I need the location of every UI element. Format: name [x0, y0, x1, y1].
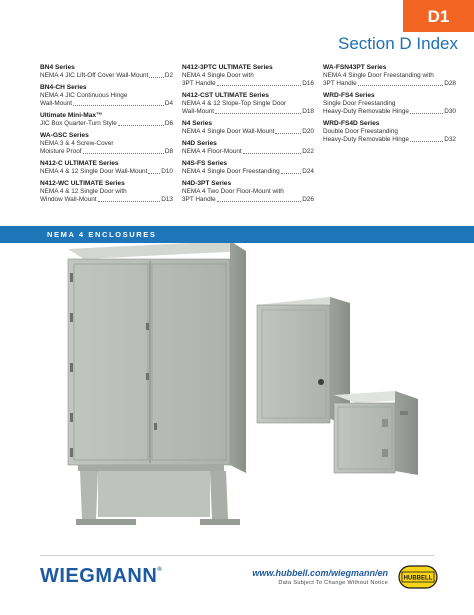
index-entry-line — [182, 100, 314, 108]
index-page-number: D28 — [444, 80, 456, 87]
index-entry-desc: NEMA 4 Single Door with — [182, 72, 254, 79]
index-column-1 — [40, 64, 173, 208]
index-page-number: D4 — [164, 100, 173, 107]
index-entry-title: N4 Series — [182, 120, 213, 127]
index-page-number: D8 — [164, 148, 173, 155]
index-entry-title: N412-C ULTIMATE Series — [40, 160, 119, 167]
index-entry-title: WA-FSN43PT Series — [323, 64, 387, 71]
footer-disclaimer: Data Subject To Change Without Notice — [278, 580, 388, 586]
index-page-number: D16 — [302, 80, 314, 87]
index-entry-title: BN4 Series — [40, 64, 75, 71]
index-entry-title: N412-CST ULTIMATE Series — [182, 92, 269, 99]
footer-rule — [40, 555, 434, 556]
index-entry-line — [40, 92, 173, 100]
index-entry-desc: Wall-Mount — [182, 108, 215, 115]
index-entry — [40, 84, 173, 108]
index-entry-desc: NEMA 4 & 12 Single Door with — [40, 188, 127, 195]
section-banner: NEMA 4 ENCLOSURES — [0, 226, 474, 243]
index-entry-desc: Moisture Proof — [40, 148, 82, 155]
index-entry-line — [323, 108, 456, 116]
two-door-floor-enclosure — [68, 243, 246, 525]
index-entry-line — [323, 72, 456, 80]
index-entry-line — [323, 80, 456, 88]
index-page-number: D32 — [444, 136, 456, 143]
index-entry-desc: NEMA 4 & 12 Single Door Wall-Mount — [40, 168, 148, 175]
index-entry-desc: NEMA 3 & 4 Screw-Cover — [40, 140, 114, 147]
index-page-number: D24 — [302, 168, 314, 175]
index-entry — [323, 92, 456, 116]
index-entry — [40, 180, 173, 204]
index-page-number: D10 — [161, 168, 173, 175]
index-entry-line — [40, 196, 173, 204]
index-entry-desc: NEMA 4 Two Door Floor-Mount with — [182, 188, 284, 195]
index-entry — [40, 112, 173, 128]
small-enclosure — [334, 391, 418, 475]
leader-dots — [243, 153, 302, 154]
index-entry-title: N412-3PTC ULTIMATE Series — [182, 64, 273, 71]
index-page-number: D22 — [302, 148, 314, 155]
index-entry-line — [323, 100, 456, 108]
index-entry-title: WRD-FS4 Series — [323, 92, 375, 99]
leader-dots — [73, 105, 164, 106]
index-column-3 — [323, 64, 456, 148]
index-entry — [40, 132, 173, 156]
index-entry-desc: JIC Box Quarter-Turn Style — [40, 120, 117, 127]
index-entry-line — [182, 148, 314, 156]
index-entry — [182, 92, 314, 116]
leader-dots — [83, 153, 164, 154]
index-entry-desc: Window Wall-Mount — [40, 196, 97, 203]
leader-dots — [358, 85, 444, 86]
index-entry-title: Ultimate Mini-Max™ — [40, 112, 103, 119]
index-entry-line — [182, 196, 314, 204]
index-entry-desc: Heavy-Duty Removable Hinge — [323, 108, 409, 115]
index-entry-line — [323, 136, 456, 144]
index-entry-line — [40, 100, 173, 108]
index-entry-line — [40, 188, 173, 196]
index-entry-title: N4D-3PT Series — [182, 180, 232, 187]
index-page-number: D13 — [161, 196, 173, 203]
index-entry — [40, 64, 173, 80]
index-entry-desc: Heavy-Duty Removable Hinge — [323, 136, 409, 143]
index-page-number: D30 — [444, 108, 456, 115]
index-page-number: D18 — [302, 108, 314, 115]
index-entry-desc: Wall-Mount — [40, 100, 73, 107]
index-entry-desc: Double Door Freestanding — [323, 128, 398, 135]
index-entry — [182, 64, 314, 88]
leader-dots — [217, 85, 302, 86]
index-entry-desc: NEMA 4 & 12 Slope-Top Single Door — [182, 100, 287, 107]
leader-dots — [217, 201, 302, 202]
index-entry-desc: NEMA 4 JIC Lift-Off Cover Wall-Mount — [40, 72, 149, 79]
index-entry-line — [40, 140, 173, 148]
index-entry-line — [182, 128, 314, 136]
leader-dots — [118, 125, 164, 126]
index-entry-desc: NEMA 4 Single Door Wall-Mount — [182, 128, 275, 135]
index-entry-title: N4D Series — [182, 140, 217, 147]
index-entry-line — [40, 72, 173, 80]
enclosures-photo — [0, 243, 474, 555]
index-column-2 — [182, 64, 314, 208]
index-entry-desc: 3PT Handle — [182, 80, 216, 87]
leader-dots — [275, 133, 301, 134]
index-entry-desc: NEMA 4 Floor-Mount — [182, 148, 242, 155]
index-entry-desc: NEMA 4 Single Door Freestanding — [182, 168, 280, 175]
index-entry-line — [182, 108, 314, 116]
index-entry-line — [40, 168, 173, 176]
index-page-number: D26 — [302, 196, 314, 203]
leader-dots — [148, 173, 160, 174]
index-entry-line — [182, 80, 314, 88]
index-entry-title: N412-WC ULTIMATE Series — [40, 180, 125, 187]
leader-dots — [410, 141, 443, 142]
index-entry-title: N4S-FS Series — [182, 160, 228, 167]
index-entry-line — [323, 128, 456, 136]
index-page-number: D6 — [164, 120, 173, 127]
index-entry-title: BN4-CH Series — [40, 84, 87, 91]
index-entry-desc: 3PT Handle — [323, 80, 357, 87]
index-entry — [323, 120, 456, 144]
index-entry-desc: NEMA 4 JIC Continuous Hinge — [40, 92, 128, 99]
index-entry-title: WA-GSC Series — [40, 132, 89, 139]
page-tab: D1 — [403, 0, 474, 32]
index-entry — [182, 120, 314, 136]
index-page-number: D20 — [302, 128, 314, 135]
index-entry — [182, 160, 314, 176]
index-entry-title: WRD-FS4D Series — [323, 120, 380, 127]
index-page-number: D2 — [164, 72, 173, 79]
index-entry — [182, 180, 314, 204]
index-entry — [182, 140, 314, 156]
index-entry-desc: Single Door Freestanding — [323, 100, 396, 107]
index-entry-line — [40, 148, 173, 156]
wiegmann-logo: WIEGMANN® — [40, 565, 163, 587]
index-entry-line — [40, 120, 173, 128]
leader-dots — [149, 77, 164, 78]
index-entry-line — [182, 188, 314, 196]
section-title: Section D Index — [337, 34, 458, 53]
leader-dots — [215, 113, 301, 114]
leader-dots — [281, 173, 302, 174]
leader-dots — [98, 201, 161, 202]
index-entry-desc: NEMA 4 Single Door Freestanding with — [323, 72, 434, 79]
footer-url-link[interactable]: www.hubbell.com/wiegmann/en — [252, 568, 388, 578]
hubbell-logo — [398, 565, 438, 589]
index-entry-line — [182, 168, 314, 176]
svg-text:HUBBELL: HUBBELL — [403, 575, 433, 582]
leader-dots — [410, 113, 443, 114]
index-entry — [323, 64, 456, 88]
index-entry — [40, 160, 173, 176]
index-entry-desc: 3PT Handle — [182, 196, 216, 203]
index-entry-line — [182, 72, 314, 80]
